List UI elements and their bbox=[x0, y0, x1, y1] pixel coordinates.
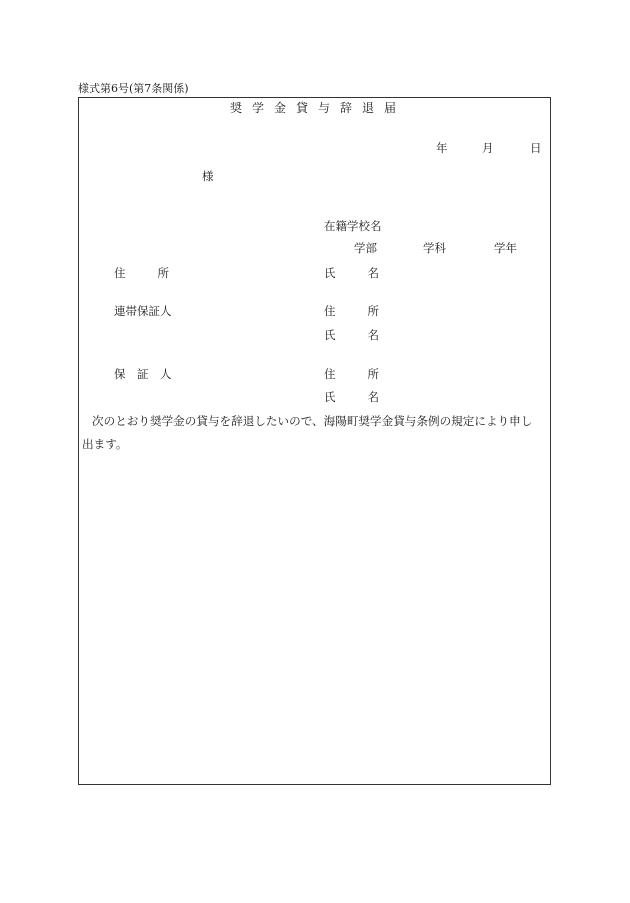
date-day: 日 bbox=[530, 141, 542, 155]
guarantor-address-label: 住 所 bbox=[324, 367, 382, 381]
applicant-name-label: 氏 名 bbox=[324, 266, 382, 280]
body-text-line2: 出ます。 bbox=[82, 437, 128, 451]
form-title: 奨学金貸与辞退届 bbox=[230, 101, 407, 115]
date-month: 月 bbox=[482, 141, 494, 155]
joint-guarantor-address-label: 住 所 bbox=[324, 304, 382, 318]
applicant-address-label: 住 所 bbox=[114, 266, 172, 280]
joint-guarantor-name-label: 氏 名 bbox=[324, 328, 382, 342]
addressee-suffix: 様 bbox=[202, 169, 214, 183]
body-text-line1: 次のとおり奨学金の貸与を辞退したいので、海陽町奨学金貸与条例の規定により申し bbox=[92, 414, 533, 428]
form-box bbox=[78, 97, 551, 785]
grade-label: 学年 bbox=[494, 241, 517, 255]
form-number: 様式第6号(第7条関係) bbox=[78, 82, 189, 95]
joint-guarantor-heading: 連帯保証人 bbox=[114, 304, 172, 318]
department-label: 学科 bbox=[423, 241, 446, 255]
faculty-label: 学部 bbox=[354, 241, 377, 255]
guarantor-heading: 保 証 人 bbox=[114, 367, 172, 381]
guarantor-name-label: 氏 名 bbox=[324, 390, 382, 404]
date-year: 年 bbox=[436, 141, 448, 155]
school-label: 在籍学校名 bbox=[324, 219, 382, 233]
